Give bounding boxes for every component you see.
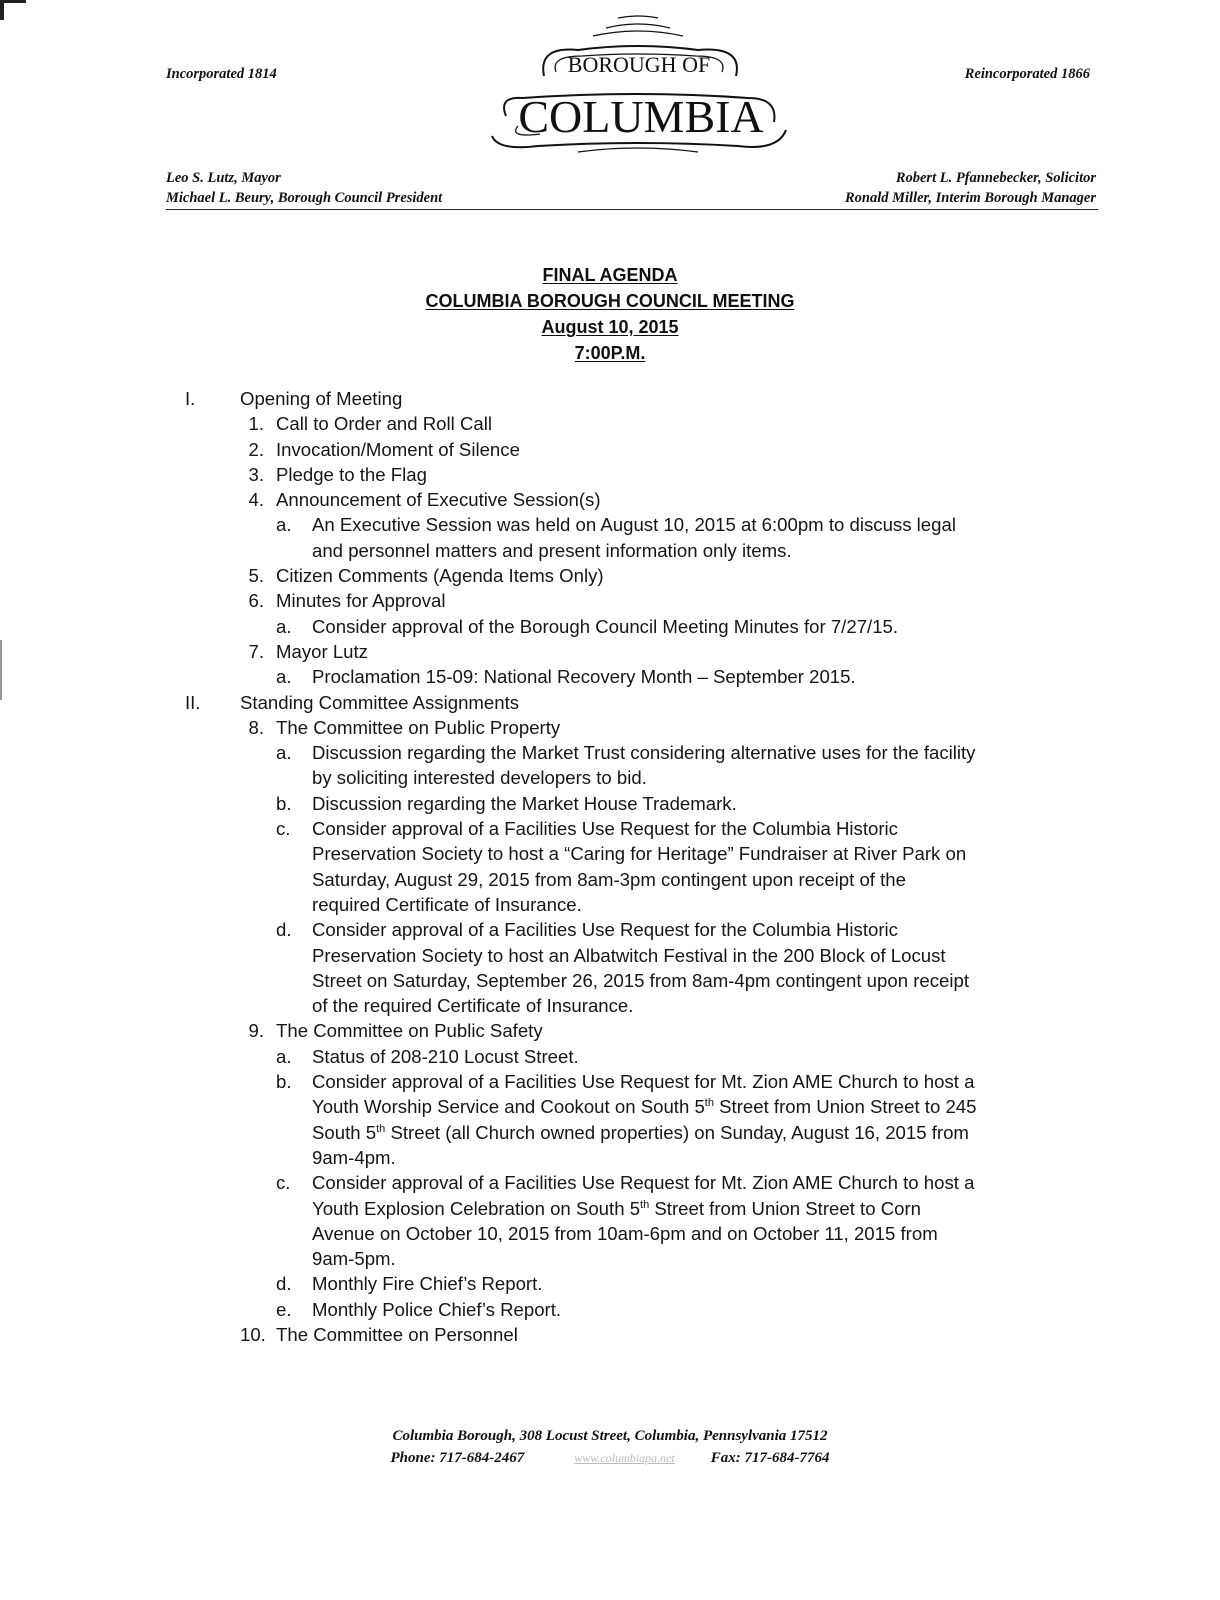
list-item	[0, 437, 1220, 462]
list-item	[0, 411, 1220, 436]
mayor-name: Leo S. Lutz, Mayor	[166, 170, 281, 186]
sub-item	[0, 816, 1220, 841]
item-text: Announcement of Executive Session(s)	[276, 489, 601, 511]
item-text: The Committee on Public Property	[276, 716, 561, 738]
item-text: Monthly Police Chief’s Report.	[312, 1298, 562, 1320]
item-number: 1.	[248, 413, 264, 435]
item-text: Street on Saturday, September 26, 2015 from 8am-4pm contingent upon receipt	[312, 969, 970, 991]
item-number: 9.	[248, 1020, 264, 1042]
incorporated-date: Incorporated 1814	[166, 66, 277, 82]
sub-item	[0, 1271, 1220, 1296]
item-text: Invocation/Moment of Silence	[276, 438, 520, 460]
sub-item-continued	[0, 841, 1220, 866]
item-text: Monthly Fire Chief’s Report.	[312, 1273, 543, 1295]
sub-item-continued	[0, 968, 1220, 993]
item-text: Discussion regarding the Market House Trademark.	[312, 792, 737, 814]
item-letter: e.	[276, 1298, 292, 1320]
item-letter: b.	[276, 792, 292, 814]
item-number: 10.	[240, 1323, 266, 1345]
item-text: South 5	[312, 1121, 377, 1143]
list-item	[0, 588, 1220, 613]
item-text: by soliciting interested developers to bid.	[312, 767, 647, 789]
sub-item	[0, 512, 1220, 537]
item-text: Minutes for Approval	[276, 590, 446, 612]
item-letter: a.	[276, 615, 292, 637]
agenda-title	[0, 262, 1220, 366]
sub-item-continued	[0, 943, 1220, 968]
footer-website-link[interactable]: www.columbiapa.net	[574, 1451, 675, 1465]
list-item	[0, 715, 1220, 740]
sub-item-continued	[0, 867, 1220, 892]
item-letter: c.	[276, 818, 291, 840]
item-text: Pledge to the Flag	[276, 463, 427, 485]
sub-item	[0, 664, 1220, 689]
title-final-agenda: FINAL AGENDA	[542, 265, 678, 285]
item-letter: d.	[276, 919, 292, 941]
item-text: Street (all Church owned properties) on Sunday, August 16, 2015 from	[385, 1121, 969, 1143]
item-number: 7.	[248, 640, 264, 662]
item-text: Consider approval of a Facilities Use Request for Mt. Zion AME Church to host a	[312, 1071, 975, 1093]
item-text: 9am-5pm.	[312, 1248, 396, 1270]
item-text: of the required Certificate of Insurance.	[312, 995, 634, 1017]
sub-item	[0, 740, 1220, 765]
footer-phone: Phone: 717-684-2467	[390, 1450, 525, 1466]
item-number: 4.	[248, 489, 264, 511]
item-letter: a.	[276, 514, 292, 536]
section-numeral: II.	[185, 691, 201, 713]
logo-borough-of: BOROUGH OF	[567, 52, 711, 77]
item-text: Proclamation 15-09: National Recovery Month – September 2015.	[312, 666, 856, 688]
item-text: and personnel matters and present information only items.	[312, 539, 792, 561]
agenda-list	[0, 386, 1220, 1347]
item-text: Youth Worship Service and Cookout on South 5	[312, 1096, 705, 1118]
item-text: Preservation Society to host a “Caring for Heritage” Fundraiser at River Park on	[312, 843, 967, 865]
item-text: An Executive Session was held on August 10, 2015 at 6:00pm to discuss legal	[312, 514, 956, 536]
item-letter: d.	[276, 1273, 292, 1295]
sub-item	[0, 1170, 1220, 1195]
sub-item-continued	[0, 1094, 1220, 1119]
item-letter: a.	[276, 666, 292, 688]
right-officials	[845, 168, 1096, 208]
item-text: Street from Union Street to Corn	[649, 1197, 922, 1219]
list-item	[0, 487, 1220, 512]
sub-item-continued	[0, 1221, 1220, 1246]
borough-logo	[478, 6, 798, 156]
logo-columbia: COLUMBIA	[518, 91, 764, 142]
section-opening	[0, 386, 1220, 411]
list-item	[0, 563, 1220, 588]
list-item	[0, 1322, 1220, 1347]
sub-item-continued	[0, 538, 1220, 563]
item-text: Saturday, August 29, 2015 from 8am-3pm contingent upon receipt of the	[312, 868, 906, 890]
section-committees	[0, 690, 1220, 715]
section-numeral: I.	[185, 388, 196, 409]
sub-item	[0, 791, 1220, 816]
sub-item-continued	[0, 892, 1220, 917]
solicitor-name: Robert L. Pfannebecker, Solicitor	[895, 170, 1096, 186]
list-item	[0, 462, 1220, 487]
item-text: required Certificate of Insurance.	[312, 893, 582, 915]
ordinal-suffix: th	[640, 1198, 650, 1211]
sub-item-continued	[0, 993, 1220, 1018]
item-text: The Committee on Personnel	[276, 1323, 518, 1345]
item-number: 3.	[248, 463, 264, 485]
header-rule	[166, 209, 1098, 210]
sub-item	[0, 917, 1220, 942]
item-text: Consider approval of a Facilities Use Request for the Columbia Historic	[312, 818, 898, 840]
item-text: Avenue on October 10, 2015 from 10am-6pm and on October 11, 2015 from	[312, 1222, 938, 1244]
item-text: Mayor Lutz	[276, 640, 368, 662]
reincorporated-date: Reincorporated 1866	[964, 66, 1090, 82]
item-letter: b.	[276, 1071, 292, 1093]
sub-item-continued	[0, 1120, 1220, 1145]
sub-item	[0, 1297, 1220, 1322]
item-text: Discussion regarding the Market Trust considering alternative uses for the facility	[312, 742, 976, 764]
item-text	[312, 1094, 977, 1119]
sub-item-continued	[0, 765, 1220, 790]
item-text: Youth Explosion Celebration on South 5	[312, 1197, 641, 1219]
item-letter: c.	[276, 1172, 291, 1194]
item-text: 9am-4pm.	[312, 1146, 396, 1168]
item-number: 5.	[248, 565, 264, 587]
footer-fax: Fax: 717-684-7764	[710, 1450, 830, 1466]
left-officials	[166, 168, 442, 208]
item-text: Consider approval of a Facilities Use Request for Mt. Zion AME Church to host a	[312, 1172, 975, 1194]
sub-item	[0, 1069, 1220, 1094]
item-text: Street from Union Street to 245	[713, 1096, 977, 1118]
sub-item	[0, 1044, 1220, 1069]
item-text: Call to Order and Roll Call	[276, 413, 492, 435]
title-meeting: COLUMBIA BOROUGH COUNCIL MEETING	[425, 291, 795, 311]
footer	[0, 1425, 1220, 1469]
item-text: Standing Committee Assignments	[240, 691, 520, 713]
sub-item-continued	[0, 1246, 1220, 1271]
item-text: Citizen Comments (Agenda Items Only)	[276, 565, 604, 587]
item-text	[312, 1196, 921, 1221]
sub-item	[0, 614, 1220, 639]
item-letter: a.	[276, 742, 292, 764]
list-item	[0, 1018, 1220, 1043]
list-item	[0, 639, 1220, 664]
ordinal-suffix: th	[376, 1122, 386, 1135]
item-text: Opening of Meeting	[240, 388, 403, 409]
scan-corner-mark	[0, 0, 26, 3]
ordinal-suffix: th	[704, 1097, 714, 1110]
footer-address: Columbia Borough, 308 Locust Street, Columbia, Pennsylvania 17512	[392, 1428, 828, 1444]
item-letter: a.	[276, 1045, 292, 1067]
item-text: The Committee on Public Safety	[276, 1020, 543, 1042]
item-text: Status of 208-210 Locust Street.	[312, 1045, 579, 1067]
item-number: 8.	[248, 716, 264, 738]
council-president-name: Michael L. Beury, Borough Council President	[166, 190, 443, 206]
item-text	[312, 1120, 969, 1145]
manager-name: Ronald Miller, Interim Borough Manager	[845, 190, 1096, 206]
title-date: August 10, 2015	[541, 317, 679, 337]
item-number: 2.	[248, 438, 264, 460]
item-text: Consider approval of the Borough Council Meeting Minutes for 7/27/15.	[312, 615, 899, 637]
item-number: 6.	[248, 590, 264, 612]
item-text: Consider approval of a Facilities Use Request for the Columbia Historic	[312, 919, 898, 941]
title-time: 7:00P.M.	[574, 343, 646, 363]
item-text: Preservation Society to host an Albatwitch Festival in the 200 Block of Locust	[312, 944, 946, 966]
sub-item-continued	[0, 1196, 1220, 1221]
sub-item-continued	[0, 1145, 1220, 1170]
